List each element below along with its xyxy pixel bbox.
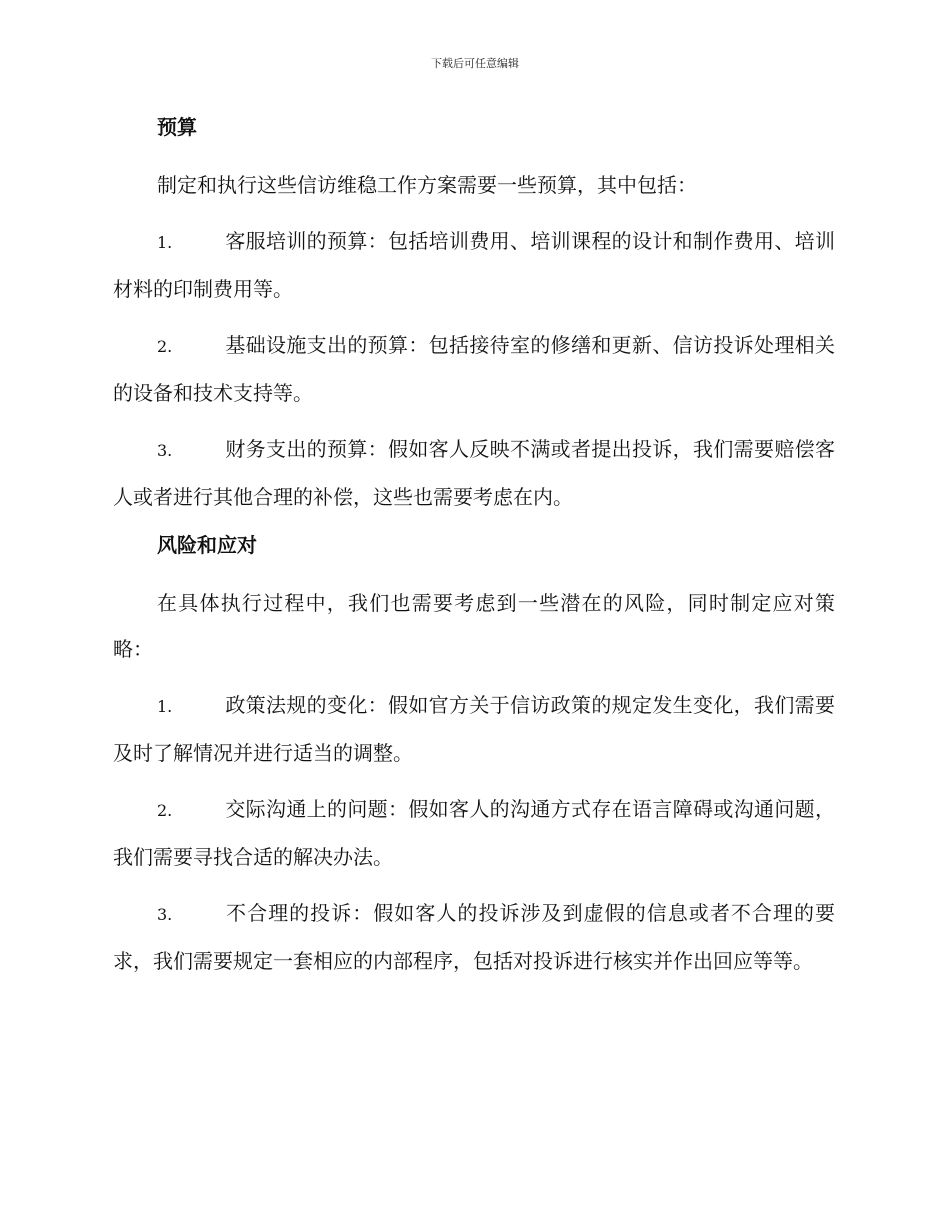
list-number: 1. xyxy=(157,233,173,252)
list-number: 1. xyxy=(157,697,173,716)
list-text: 基础设施支出的预算：包括接待室的修缮和更新、信访投诉处理相关的设备和技术支持等。 xyxy=(113,333,835,405)
list-text: 交际沟通上的问题：假如客人的沟通方式存在语言障碍或沟通问题，我们需要寻找合适的解决办法。 xyxy=(113,797,835,869)
list-text: 不合理的投诉：假如客人的投诉涉及到虚假的信息或者不合理的要求，我们需要规定一套相应的内部程序，包括对投诉进行核实并作出回应等等。 xyxy=(113,901,835,973)
list-number: 2. xyxy=(157,801,173,820)
list-number: 2. xyxy=(157,337,173,356)
list-item xyxy=(113,218,835,312)
list-item xyxy=(113,682,835,776)
list-text: 政策法规的变化：假如官方关于信访政策的规定发生变化，我们需要及时了解情况并进行适当的调整。 xyxy=(113,693,835,765)
header-note: 下载后可任意编辑 xyxy=(431,57,519,70)
list-item xyxy=(113,322,835,416)
section-intro-budget: 制定和执行这些信访维稳工作方案需要一些预算，其中包括： xyxy=(157,173,697,197)
list-text: 财务支出的预算：假如客人反映不满或者提出投诉，我们需要赔偿客人或者进行其他合理的补偿，这些也需要考虑在内。 xyxy=(113,437,835,509)
list-number: 3. xyxy=(157,905,173,924)
section-title-risks: 风险和应对 xyxy=(157,533,257,557)
list-item xyxy=(113,426,835,520)
section-intro-risks: 在具体执行过程中，我们也需要考虑到一些潜在的风险，同时制定应对策略： xyxy=(113,591,835,661)
list-item xyxy=(113,890,835,984)
section-title-budget: 预算 xyxy=(157,115,197,139)
list-item xyxy=(113,786,835,880)
document-body xyxy=(113,112,835,994)
list-number: 3. xyxy=(157,441,173,460)
list-text: 客服培训的预算：包括培训费用、培训课程的设计和制作费用、培训材料的印制费用等。 xyxy=(113,229,835,301)
